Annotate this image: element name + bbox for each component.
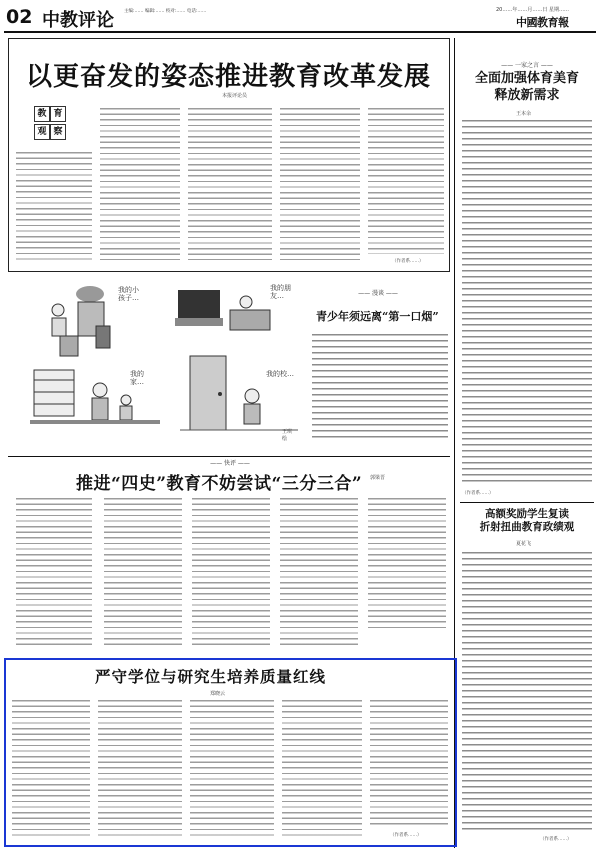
right-article-footnote: （作者系……） — [462, 491, 494, 496]
masthead-logo: 中國教育報 — [516, 16, 569, 29]
stamp-char: 教 — [34, 106, 50, 122]
highlighted-article-footnote: （作者系……） — [390, 833, 422, 838]
highlighted-article-text — [98, 700, 182, 840]
quick-review-title: 推进“四史”教育不妨尝试“三分三合” — [76, 474, 363, 494]
right-second-title — [458, 508, 596, 534]
header-rule — [4, 31, 596, 33]
section-title: 中教评论 — [42, 10, 114, 31]
main-article-source: （作者系……） — [392, 259, 424, 264]
main-article-text-column — [188, 108, 272, 260]
quick-review-text — [16, 498, 92, 646]
highlighted-article-text — [282, 700, 362, 840]
quick-review-text — [192, 498, 270, 646]
cartoon-illustration — [30, 280, 298, 440]
main-article-text-column — [280, 108, 360, 260]
right-second-text — [462, 552, 592, 830]
right-section-rule — [460, 502, 594, 503]
quick-review-text — [104, 498, 182, 646]
main-article-title: 以更奋发的姿态推进教育改革发展 — [26, 62, 432, 92]
quick-comment-title: 青少年须远离“第一口烟” — [316, 310, 439, 323]
page-number: 02 — [6, 6, 33, 28]
right-second-title-line1: 高额奖励学生复读 — [485, 508, 569, 520]
right-column-tag: —— 一家之言 —— — [501, 62, 553, 69]
right-title-line2: 释放新需求 — [494, 88, 560, 103]
quick-comment-tag: —— 漫谈 —— — [358, 290, 398, 297]
quick-review-text — [280, 498, 358, 646]
highlighted-article-text — [12, 700, 90, 840]
right-article-byline: 王本余 — [516, 111, 532, 117]
stamp-char: 察 — [50, 124, 66, 140]
stamp-char: 育 — [50, 106, 66, 122]
highlighted-article-title: 严守学位与研究生培养质量红线 — [95, 667, 327, 686]
highlighted-article-text — [370, 700, 448, 828]
main-article-text-column — [16, 152, 92, 260]
cartoon-credit: 王琪 绘 — [282, 429, 293, 442]
highlighted-article-byline: 郑晓云 — [210, 691, 226, 697]
main-article-text-column — [100, 108, 180, 260]
quick-review-tag: —— 快评 —— — [210, 460, 250, 467]
cartoon-bubble: 我的家… — [130, 370, 144, 386]
quick-review-text — [368, 498, 446, 630]
cartoon-bubble: 我的朋友… — [270, 284, 291, 300]
editorial-cartoon — [30, 280, 298, 440]
stamp-char: 观 — [34, 124, 50, 140]
main-article-text-column — [368, 108, 444, 254]
cartoon-bubble: 我的校… — [266, 370, 294, 378]
right-second-byline: 夏花飞 — [516, 541, 532, 547]
issue-date: 20……年……月……日 星期…… — [496, 7, 569, 13]
page-header — [0, 0, 600, 34]
editor-meta: 主编:…… 编辑:…… 校对:…… 电话:…… — [124, 9, 207, 14]
right-title-line1: 全面加强体育美育 — [474, 71, 579, 86]
quick-review-byline: 郭梁晋 — [370, 475, 386, 481]
main-article-byline: 本报评论员 — [222, 93, 248, 99]
right-article-text — [462, 120, 592, 486]
highlighted-article-text — [190, 700, 274, 840]
right-article-title — [458, 70, 596, 104]
section-rule — [8, 456, 450, 457]
cartoon-bubble: 我的小孩子… — [118, 286, 139, 302]
right-second-title-line2: 折射扭曲教育政绩观 — [479, 521, 575, 533]
right-second-footnote: （作者系……） — [540, 837, 572, 842]
quick-comment-text — [312, 334, 448, 438]
column-stamp — [30, 100, 80, 144]
